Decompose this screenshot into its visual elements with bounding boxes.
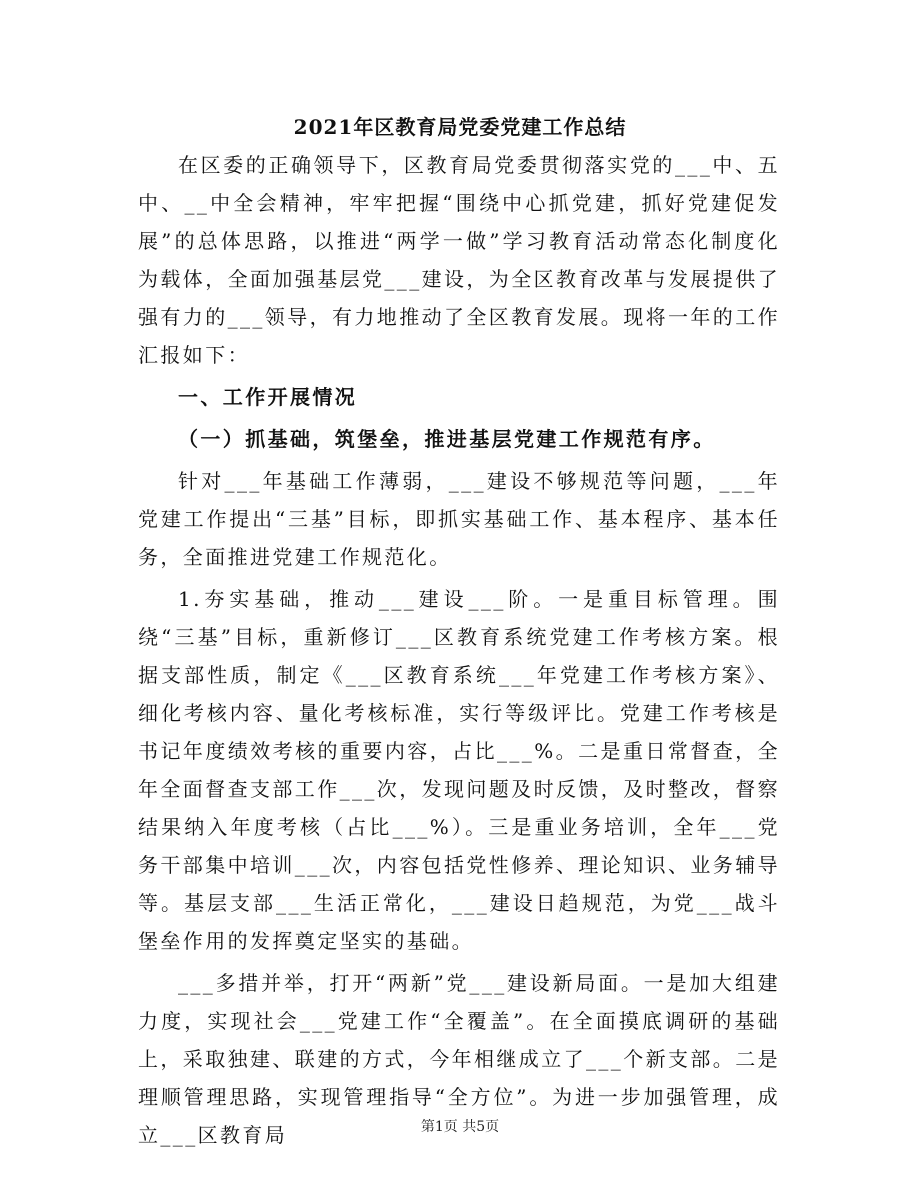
paragraph-item-2: ___多措并举，打开“两新”党___建设新局面。一是加大组建力度，实现社会___党建工作“全覆盖”。在全面摸底调研的基础上，采取独建、联建的方式，今年相继成立了___个新支部。二是理顺管理思路，实现管理指导“全方位”。为进一步加强管理，成立___区教育局 (138, 971, 780, 1147)
page-footer: 第1页 共5页 (420, 1119, 500, 1135)
subsection-heading: （一）抓基础，筑堡垒，推进基层党建工作规范有序。 (178, 427, 716, 451)
document-title: 2021年区教育局党委党建工作总结 (293, 115, 627, 139)
paragraph-intro: 在区委的正确领导下，区教育局党委贯彻落实党的___中、五中、__中全会精神，牢牢把握“围绕中心抓党建，抓好党建促发展”的总体思路，以推进“两学一做”学习教育活动常态化制度化为载体，全面加强基层党___建设，为全区教育改革与发展提供了强有力的___领导，有力地推动了全区教育发展。现将一年的工作汇报如下： (138, 153, 780, 367)
paragraph-background: 针对___年基础工作薄弱，___建设不够规范等问题，___年党建工作提出“三基”目标，即抓实基础工作、基本程序、基本任务，全面推进党建工作规范化。 (138, 469, 780, 569)
paragraph-item-1: 1.夯实基础，推动___建设___阶。一是重目标管理。围绕“三基”目标，重新修订___区教育系统党建工作考核方案。根据支部性质，制定《___区教育系统___年党建工作考核方案》、细化考核内容、量化考核标准，实行等级评比。党建工作考核是书记年度绩效考核的重要内容，占比___%。二是重日常督查，全年全面督查支部工作___次，发现问题及时反馈，及时整改，督察结果纳入年度考核（占比___%）。三是重业务培训，全年___党务干部集中培训___次，内容包括党性修养、理论知识、业务辅导等。基层支部___生活正常化，___建设日趋规范，为党___战斗堡垒作用的发挥奠定坚实的基础。 (138, 587, 780, 953)
document-body (138, 146, 780, 1158)
section-heading: 一、工作开展情况 (178, 385, 358, 409)
